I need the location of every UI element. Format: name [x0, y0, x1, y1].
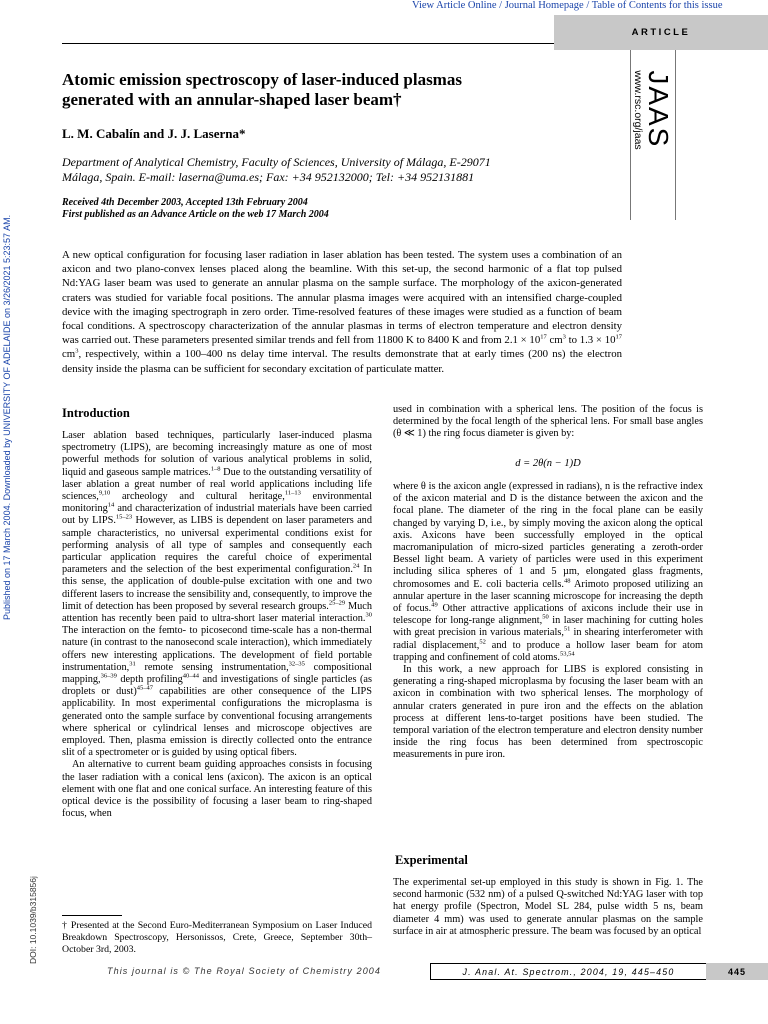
footnote-rule — [62, 915, 122, 916]
experimental-heading: Experimental — [395, 853, 468, 867]
footnote: † Presented at the Second Euro-Mediterranean Symposium on Laser Induced Breakdown Spectroscopy, Hersonissos, Crete, Greece, September 30th–October 3rd, 2003. — [62, 920, 372, 955]
right-paragraph-3: In this work, a new approach for LIBS is explored consisting in generating a ring-shaped microplasma by focusing the laser beam with an axicon in combination with two spherical lenses. The morphology of annular craters generated in pure iron and the effects on the ablation process at different lens-to-target positions have been studied. The temporal variation of the electron temperature and electron density number inside the ring focus has been determined from spectroscopic measurements in pure iron. — [393, 664, 703, 761]
journal-homepage-link[interactable]: Journal Homepage — [504, 0, 584, 11]
introduction-body — [62, 430, 372, 821]
download-info-side-text: Published on 17 March 2004. Downloaded by UNIVERSITY OF ADELAIDE on 3/26/2021 5:23:57 AM. — [2, 214, 12, 620]
header-rule — [62, 43, 554, 44]
view-article-online-link[interactable]: View Article Online — [412, 0, 497, 11]
article-type-label: ARTICLE — [554, 15, 768, 50]
publication-dates — [62, 197, 329, 221]
journal-sidebar-box — [630, 50, 676, 220]
experimental-body — [393, 877, 703, 938]
right-column-top — [393, 404, 703, 441]
link-separator: / — [583, 0, 592, 11]
received-date: Received 4th December 2003, Accepted 13th February 2004 — [62, 197, 308, 208]
equation: d = 2θ(n − 1)D — [515, 458, 581, 469]
right-column-body — [393, 481, 703, 762]
right-paragraph-1: used in combination with a spherical lens. The position of the focus is determined by the focal length of the spherical lens. For small base angles (θ ≪ 1) the ring focus diameter is given by: — [393, 404, 703, 440]
experimental-paragraph-1: The experimental set-up employed in this study is shown in Fig. 1. The second harmonic (532 nm) of a pulsed Q-switched Nd:YAG laser with top hat energy profile (Spectron, Model SL 284, pulse width 5 ns, beam diameter 4 mm) was used to generate annular plasmas on the sample surface in air at atmospheric pressure. The beam was focused by an optical — [393, 877, 703, 937]
authors: L. M. Cabalín and J. J. Laserna* — [62, 126, 246, 141]
published-date: First published as an Advance Article on the web 17 March 2004 — [62, 209, 329, 220]
intro-paragraph-2: An alternative to current beam guiding approaches consists in focusing the laser radiation with a conical lens (axicon). The axicon is an optical element with one flat and one conical surface. An interesting feature of this optical device is the possibility of focusing a laser beam to ring-shaped focus, when — [62, 759, 372, 820]
intro-paragraph-1: Laser ablation based techniques, particularly laser-induced plasma spectrometry (LIPS), are becoming increasingly mature as one of most powerful methods for solution of various analytical problems in solid, liquid and gaseous sample matrices.$^{1-8}$ Due to the outstanding versatility of laser ablation a great number of real world applications including life sciences,$^{9,10}$ archeology and cultural heritage,$^{11-13}$ environmental monitoring$^{14}$ and characterization of industrial materials have been carried out by LIPS.$^{15-23}$ However, as LIBS is dependent on laser parameters and sample characteristics, no universal experimental conditions exist for performing analysis of all type of samples and consequently each particular application requires the careful choice of experimental parameters and the selection of the best experimental configuration.$^{24}$ In this sense, the application of double-pulse excitation with one and two different lasers to increase the sensibility and, consequently, to improve the limit of detection has been proposed by several research groups.$^{25-29}$ Much attention has recently been paid to ultra-short laser material interaction.$^{30}$ The interaction on the femto- to picosecond time-scale has a non-thermal nature (in contrast to the nanosecond scale interaction), which immediately offers new interesting applications. The development of field portable instrumentation,$^{31}$ remote sensing instrumentation,$^{32-35}$ compositional mapping,$^{36-39}$ depth profiling$^{40-44}$ and investigations of single particles (as droplets or dust)$^{45-47}$ capabilities are other consequence of the LIPS applicability. In most experimental configurations the microplasma is generated onto the sample surface by conventional focusing arrangements where spherical or cylindrical lenses and microscope objectives are employed. Then, plasma emission is directly collected onto the entrance slit of a spectrometer or is guided by using optical fibers. — [62, 430, 373, 759]
right-paragraph-2: where θ is the axicon angle (expressed in radians), n is the refractive index of the axicon material and D is the distance between the axicon and the focal plane. The diameter of the ring in the focal plane can be easily changed by varying D, i.e., by simply moving the axicon along the optical axis. Axicons have been successfully employed in the optical macromanipulation of micro-sized particles generating a zeroth-order Bessel light beam. A variety of particles were used in this experiment including silica spheres of 1 and 5 µm, elongated glass fragments, chromosomes and E. coli bacteria cells.$^{48}$ Arimoto proposed utilizing an annular aperture in the laser scanning microscope for increasing the depth of focus.$^{49}$ Other attractive applications of axicons include their use in telescope for long-range alignment,$^{50}$ in laser machining for cutting holes with great precision in various materials,$^{51}$ in shearing interferometer with radial displacement,$^{52}$ and to produce a hollow laser beam for atom trapping and confinement of cold atoms.$^{53,54}$ — [393, 481, 704, 663]
article-title — [62, 70, 562, 110]
doi-label: DOI: 10.1039/b315856j — [28, 876, 38, 964]
link-separator: / — [496, 0, 505, 11]
top-links — [412, 0, 723, 11]
page-number: 445 — [706, 963, 768, 980]
introduction-heading: Introduction — [62, 406, 130, 420]
table-of-contents-link[interactable]: Table of Contents for this issue — [591, 0, 723, 11]
journal-abbreviation: JAAS — [643, 70, 674, 149]
affiliation-line-1: Department of Analytical Chemistry, Faculty of Sciences, University of Málaga, E-29071 — [62, 155, 491, 169]
journal-url: www.rsc.org/jaas — [632, 70, 644, 150]
abstract: A new optical configuration for focusing laser radiation in laser ablation has been tested. The system uses a combination of an axicon and two plano-convex lenses placed along the beamline. With this set-up, the second harmonic of a flat top pulsed Nd:YAG laser beam was used to generate an annular plasma on the sample surface. The morphology of the axicon-generated craters was studied for variable focal positions. The annular plasma images were acquired with an intensified charge-coupled device with the imaging spectrograph in zero order. Time-resolved features of these images were studied as a function of beam focal conditions. A spectroscopy characterization of the annular plasmas in terms of electron temperature and electron density was carried out. These parameters presented similar trends and fell from 11800 K to 8400 K and from $2.1 \times 10^{17}$ $cm^3$ to $1.3 \times 10^{17}$ $cm^3$, respectively, within a 100–400 ns delay time interval. The results demonstrate that at early times (200 ns) the electron density inside the plasma can be sufficient for secondary excitation of particulate matter. — [62, 249, 623, 375]
title-line-2: generated with an annular-shaped laser beam† — [62, 90, 402, 109]
affiliation — [62, 155, 582, 185]
affiliation-line-2: Málaga, Spain. E-mail: laserna@uma.es; Fax: +34 952132000; Tel: +34 952131881 — [62, 170, 475, 184]
footer-copyright: This journal is © The Royal Society of Chemistry 2004 — [107, 966, 382, 976]
title-line-1: Atomic emission spectroscopy of laser-induced plasmas — [62, 70, 462, 89]
footer-citation: J. Anal. At. Spectrom., 2004, 19, 445–450 — [430, 963, 707, 980]
